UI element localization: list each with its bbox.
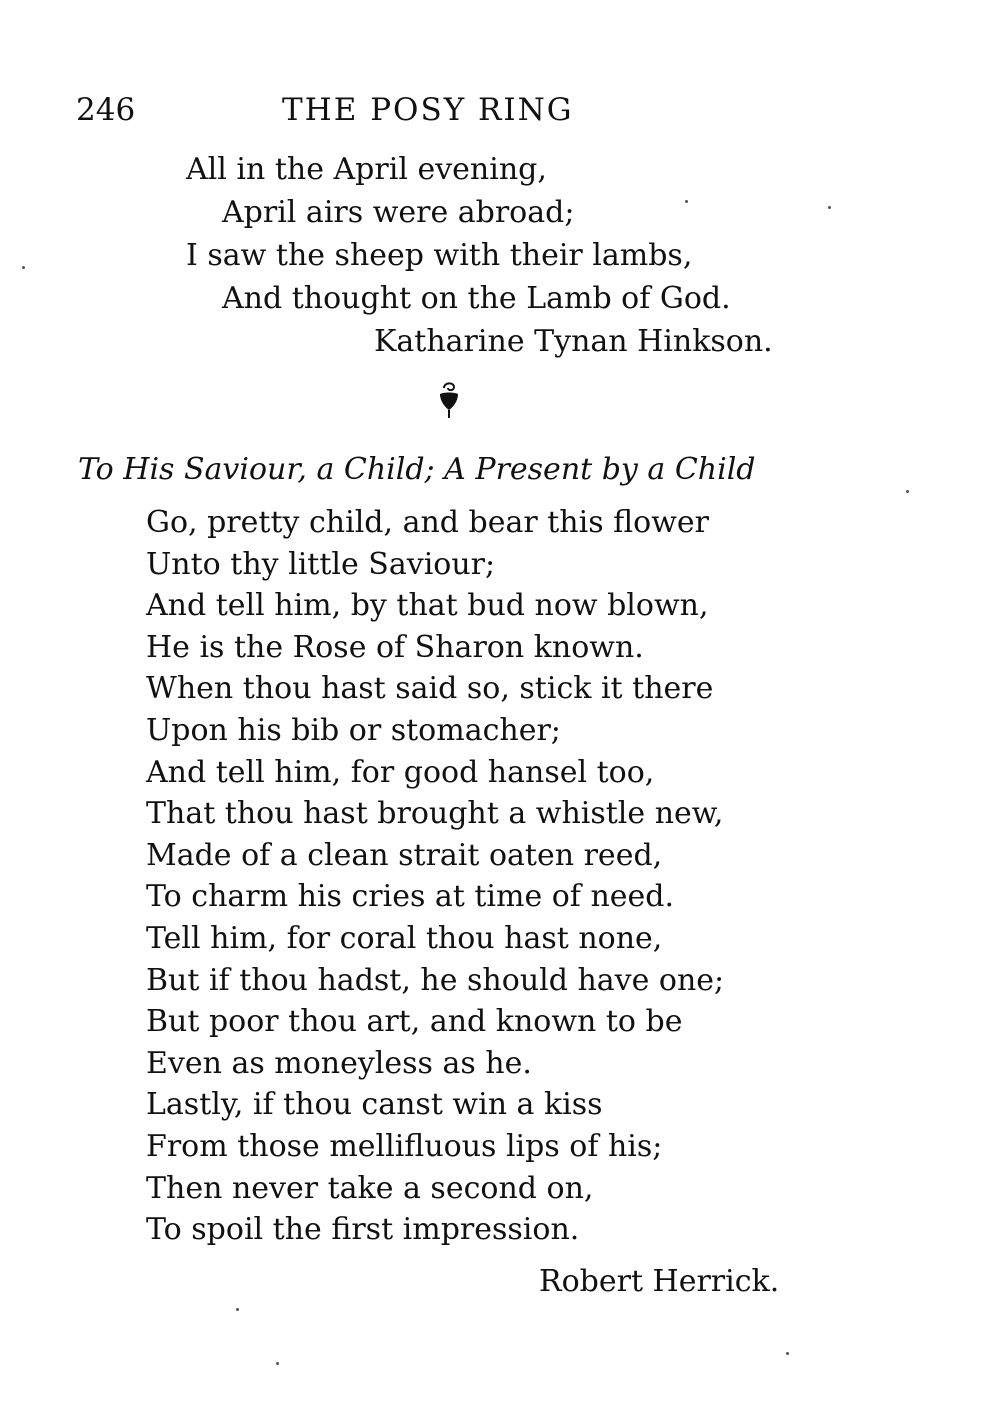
poem-line: I saw the sheep with their lambs,: [186, 238, 693, 273]
scan-speck: [276, 1362, 279, 1365]
poem-line: Then never take a second on,: [146, 1170, 594, 1206]
previous-poem-author: Katharine Tynan Hinkson.: [374, 324, 773, 359]
poem-line: Go, pretty child, and bear this flower: [146, 505, 709, 540]
poem-line: And thought on the Lamb of God.: [222, 281, 731, 316]
scan-speck: [685, 200, 688, 203]
poem-line: Made of a clean strait oaten reed,: [146, 837, 663, 873]
poem-line: To spoil the first impression.: [146, 1212, 580, 1248]
poem-line: Even as moneyless as he.: [146, 1045, 532, 1081]
poem-line: And tell him, by that bud now blown,: [146, 588, 709, 624]
poem-line: When thou hast said so, stick it there: [146, 671, 714, 707]
scan-speck: [236, 1308, 239, 1311]
previous-poem-stanza: [186, 148, 731, 320]
poem-line: Tell him, for coral thou hast none,: [146, 920, 663, 956]
poem-line: And tell him, for good hansel too,: [146, 754, 655, 790]
poem-line: To charm his cries at time of need.: [146, 879, 675, 915]
poem-line: All in the April evening,: [186, 152, 547, 187]
scan-speck: [906, 490, 909, 493]
floral-ornament-icon: [436, 380, 462, 420]
poem-body: [146, 502, 724, 1251]
poem-line: Unto thy little Saviour;: [146, 546, 496, 582]
poem-author: Robert Herrick.: [539, 1264, 780, 1299]
poem-line: That thou hast brought a whistle new,: [146, 796, 724, 832]
page-number: 246: [76, 92, 136, 128]
poem-line: But if thou hadst, he should have one;: [146, 962, 725, 998]
poem-line: Upon his bib or stomacher;: [146, 712, 561, 748]
poem-line: Lastly, if thou canst win a kiss: [146, 1087, 603, 1123]
running-title: THE POSY RING: [282, 92, 574, 128]
poem-title: To His Saviour, a Child; A Present by a Child: [78, 452, 756, 487]
scan-speck: [828, 206, 831, 209]
scan-speck: [786, 1352, 789, 1355]
scan-speck: [22, 266, 25, 269]
poem-line: April airs were abroad;: [222, 195, 575, 230]
poem-line: But poor thou art, and known to be: [146, 1004, 683, 1040]
poem-line: He is the Rose of Sharon known.: [146, 629, 644, 665]
poem-line: From those mellifluous lips of his;: [146, 1128, 663, 1164]
